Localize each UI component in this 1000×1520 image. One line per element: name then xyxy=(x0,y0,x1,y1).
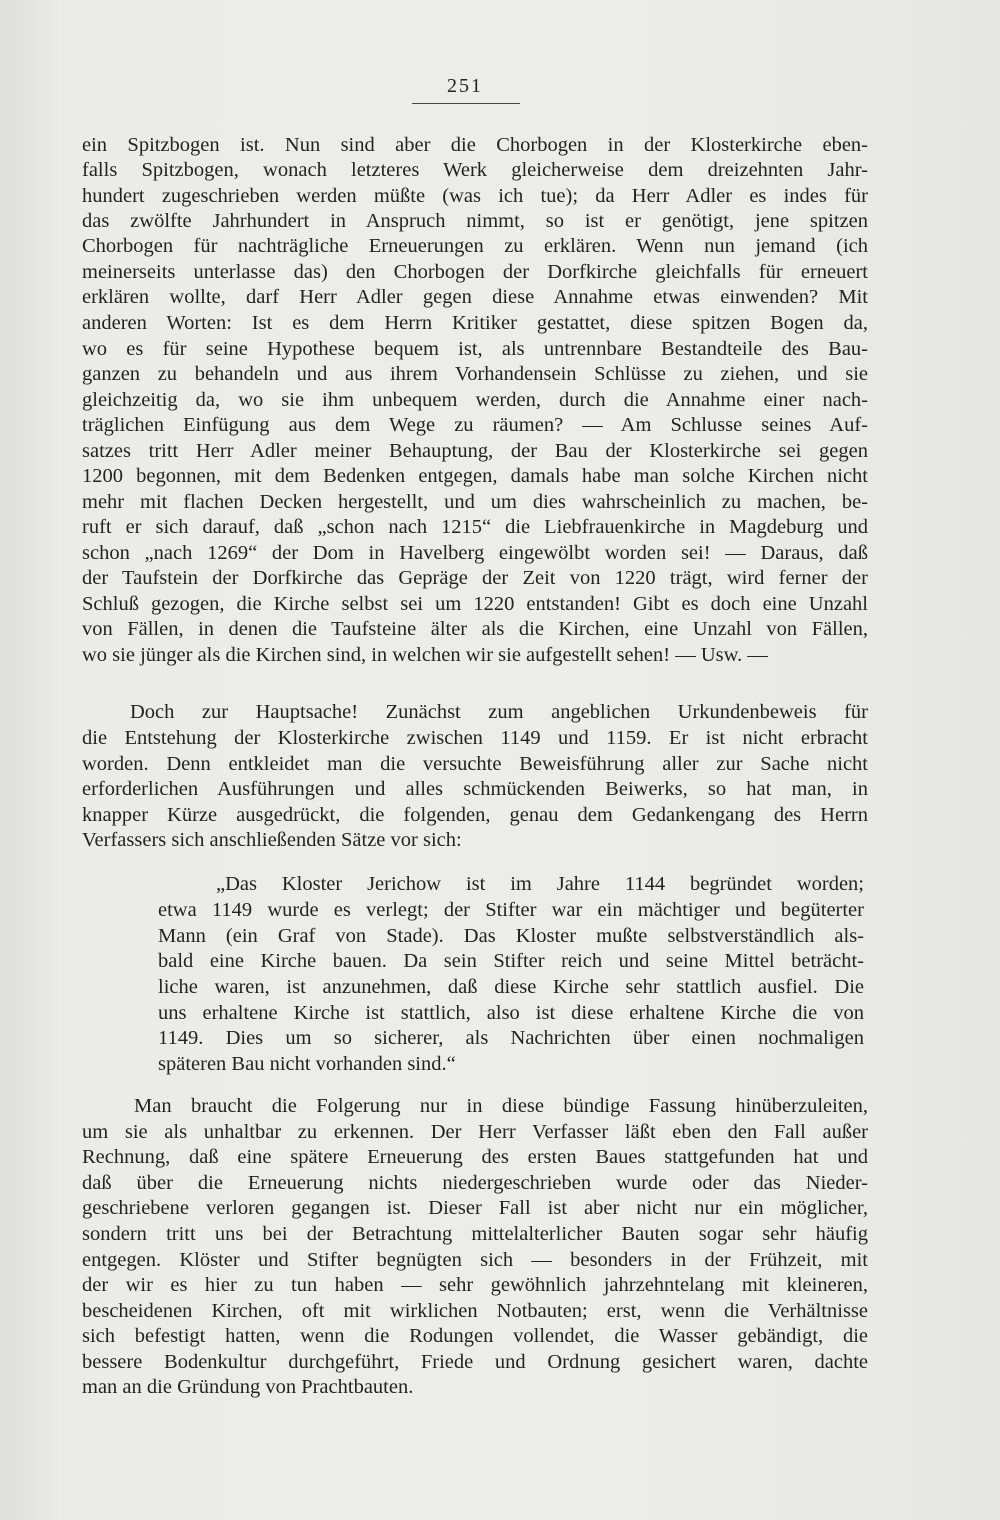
text-line: anderen Worten: Ist es dem Herrn Kritiker gestattet, diese spitzen Bogen da, xyxy=(82,312,868,334)
page-number-rule xyxy=(412,103,520,104)
text-line: satzes tritt Herr Adler meiner Behauptung, der Bau der Klosterkirche sei gegen xyxy=(82,440,868,462)
text-line: ein Spitzbogen ist. Nun sind aber die Chorbogen in der Klosterkirche eben- xyxy=(82,134,868,156)
text-line: das zwölfte Jahrhundert in Anspruch nimmt, so ist er genötigt, jene spitzen xyxy=(82,210,868,232)
text-line: „Das Kloster Jerichow ist im Jahre 1144 begründet worden; xyxy=(216,873,864,895)
text-line: Chorbogen für nachträgliche Erneuerungen zu erklären. Wenn nun jemand (ich xyxy=(82,235,868,257)
text-line: gleichzeitig da, wo sie ihm unbequem werden, durch die Annahme einer nach- xyxy=(82,389,868,411)
text-line: geschriebene verloren gegangen ist. Dieser Fall ist aber nicht nur ein möglicher, xyxy=(82,1197,868,1219)
text-line: 1149. Dies um so sicherer, als Nachrichten über einen nochmaligen xyxy=(158,1027,864,1049)
text-line: meinerseits unterlasse das) den Chorbogen der Dorfkirche gleichfalls für erneuert xyxy=(82,261,868,283)
text-line: erforderlichen Ausführungen und alles schmückenden Beiwerks, so hat man, in xyxy=(82,778,868,800)
text-line: wo es für seine Hypothese bequem ist, als untrennbare Bestandteile des Bau- xyxy=(82,338,868,360)
text-line: etwa 1149 wurde es verlegt; der Stifter war ein mächtiger und begüterter xyxy=(158,899,864,921)
text-line: man an die Gründung von Prachtbauten. xyxy=(82,1376,414,1398)
text-line: der Taufstein der Dorfkirche das Gepräge der Zeit von 1220 trägt, wird ferner der xyxy=(82,567,868,589)
text-line: Doch zur Hauptsache! Zunächst zum angeblichen Urkundenbeweis für xyxy=(130,701,868,723)
text-line: ruft er sich darauf, daß „schon nach 1215“ die Liebfrauenkirche in Magdeburg und xyxy=(82,516,868,538)
text-line: daß über die Erneuerung nichts niedergeschrieben wurde oder das Nieder- xyxy=(82,1172,868,1194)
text-line: bald eine Kirche bauen. Da sein Stifter reich und seine Mittel beträcht- xyxy=(158,950,864,972)
text-line: bessere Bodenkultur durchgeführt, Friede und Ordnung gesichert waren, dachte xyxy=(82,1351,868,1373)
text-line: 1200 begonnen, mit dem Bedenken entgegen, damals habe man solche Kirchen nicht xyxy=(82,465,868,487)
text-line: entgegen. Klöster und Stifter begnügten sich — besonders in der Frühzeit, mit xyxy=(82,1249,868,1271)
text-line: sich befestigt hatten, wenn die Rodungen vollendet, die Wasser gebändigt, die xyxy=(82,1325,868,1347)
text-line: Man braucht die Folgerung nur in diese bündige Fassung hinüberzuleiten, xyxy=(134,1095,868,1117)
text-line: ganzen zu behandeln und aus ihrem Vorhandensein Schlüsse zu ziehen, und sie xyxy=(82,363,868,385)
text-line: bescheidenen Kirchen, oft mit wirklichen Notbauten; erst, wenn die Verhältnisse xyxy=(82,1300,868,1322)
text-line: Verfassers sich anschließenden Sätze vor sich: xyxy=(82,829,462,851)
text-line: um sie als unhaltbar zu erkennen. Der Herr Verfasser läßt eben den Fall außer xyxy=(82,1121,868,1143)
text-line: träglichen Einfügung aus dem Wege zu räumen? — Am Schlusse seines Auf- xyxy=(82,414,868,436)
text-line: uns erhaltene Kirche ist stattlich, also ist diese erhaltene Kirche die von xyxy=(158,1002,864,1024)
text-line: schon „nach 1269“ der Dom in Havelberg eingewölbt worden sei! — Daraus, daß xyxy=(82,542,868,564)
text-line: späteren Bau nicht vorhanden sind.“ xyxy=(158,1053,456,1075)
text-line: der wir es hier zu tun haben — sehr gewöhnlich jahrzehntelang mit kleineren, xyxy=(82,1274,868,1296)
text-line: sondern tritt uns bei der Betrachtung mittelalterlicher Bauten sogar sehr häufig xyxy=(82,1223,868,1245)
text-line: liche waren, ist anzunehmen, daß diese Kirche sehr stattlich ausfiel. Die xyxy=(158,976,864,998)
text-line: von Fällen, in denen die Taufsteine älter als die Kirchen, eine Unzahl von Fällen, xyxy=(82,618,868,640)
text-line: worden. Denn entkleidet man die versuchte Beweisführung aller zur Sache nicht xyxy=(82,753,868,775)
text-line: Mann (ein Graf von Stade). Das Kloster mußte selbstverständlich als- xyxy=(158,925,864,947)
text-line: Rechnung, daß eine spätere Erneuerung des ersten Baues stattgefunden hat und xyxy=(82,1146,868,1168)
text-line: hundert zugeschrieben werden müßte (was ich tue); da Herr Adler es indes für xyxy=(82,185,868,207)
page-number: 251 xyxy=(447,75,483,97)
text-line: Schluß gezogen, die Kirche selbst sei um 1220 entstanden! Gibt es doch eine Unzahl xyxy=(82,593,868,615)
text-line: knapper Kürze ausgedrückt, die folgenden, genau dem Gedankengang des Herrn xyxy=(82,804,868,826)
text-line: falls Spitzbogen, wonach letzteres Werk gleicherweise dem dreizehnten Jahr- xyxy=(82,159,868,181)
text-line: die Entstehung der Klosterkirche zwischen 1149 und 1159. Er ist nicht erbracht xyxy=(82,727,868,749)
text-line: wo sie jünger als die Kirchen sind, in welchen wir sie aufgestellt sehen! — Usw. — xyxy=(82,644,768,666)
text-line: mehr mit flachen Decken hergestellt, und um dies wahrscheinlich zu machen, be- xyxy=(82,491,868,513)
text-line: erklären wollte, darf Herr Adler gegen diese Annahme etwas einwenden? Mit xyxy=(82,286,868,308)
